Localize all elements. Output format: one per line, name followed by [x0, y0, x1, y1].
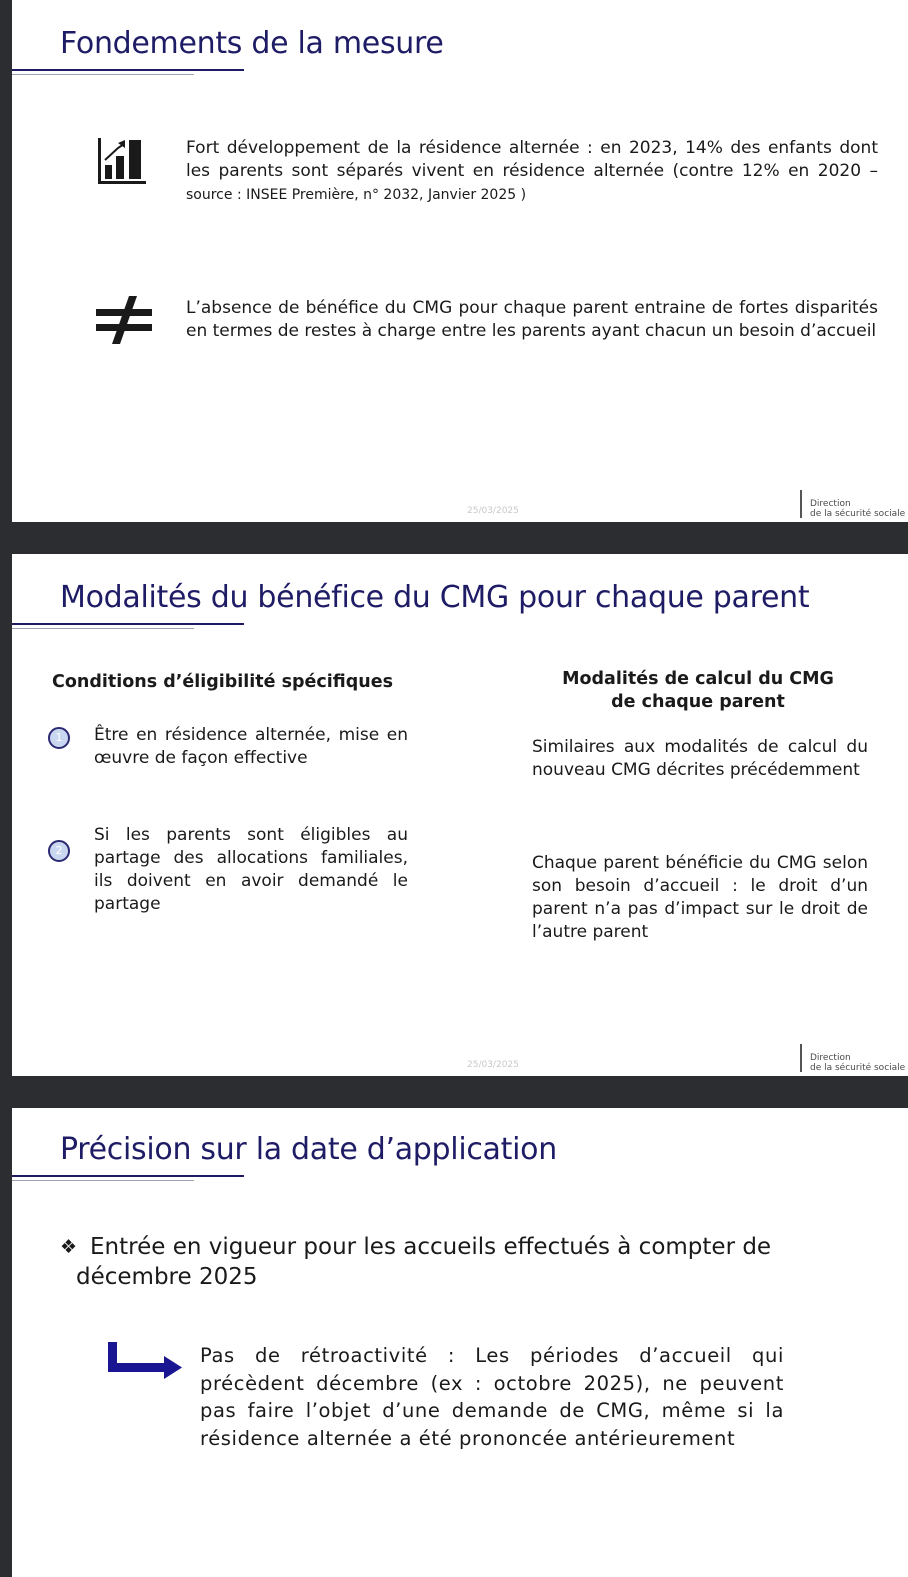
no-retroactivity-note: Pas de rétroactivité : Les périodes d’accueil qui précèdent décembre (ex : octobre 2025), ne peuvent pas faire l’objet d’une demande de CMG, même si la résidence alternée a été prononcée antérieurement — [200, 1344, 784, 1450]
org-line-2: de la sécurité sociale — [810, 509, 906, 519]
right-column-heading: Modalités de calcul du CMG de chaque parent — [562, 669, 834, 712]
fact-residence-alternee — [186, 137, 878, 207]
fact-text: Fort développement de la résidence alternée : en 2023, 14% des enfants dont les parents sont séparés vivent en résidence alternée (contre 12% en 2020 – — [186, 138, 878, 181]
condition-number-badge: 1 — [48, 727, 70, 749]
left-column-heading: Conditions d’éligibilité spécifiques — [52, 672, 394, 692]
slide-date-application — [12, 1108, 908, 1577]
condition-number-badge: 2 — [48, 840, 70, 862]
slide-title: Modalités du bénéfice du CMG pour chaque parent — [60, 580, 810, 615]
title-underline-thin — [12, 628, 194, 629]
slide-fondements — [12, 0, 908, 522]
slide-title: Précision sur la date d’application — [60, 1132, 557, 1167]
title-underline-thin — [12, 74, 194, 75]
title-underline — [12, 69, 244, 71]
not-equal-icon — [96, 296, 152, 344]
slide-date: 25/03/2025 — [467, 506, 519, 516]
title-underline-thin — [12, 1180, 194, 1181]
condition-item — [94, 724, 408, 770]
condition-text: Être en résidence alternée, mise en œuvre de façon effective — [94, 725, 408, 768]
footer-divider — [800, 1044, 802, 1072]
bullet-entree-en-vigueur — [76, 1232, 876, 1292]
bullet-text: Entrée en vigueur pour les accueils effectués à compter de décembre 2025 — [76, 1234, 772, 1290]
fact-disparites: L’absence de bénéfice du CMG pour chaque parent entraine de fortes disparités en termes de restes à charge entre les parents ayant chacun un besoin d’accueil — [186, 298, 878, 341]
org-name — [810, 1053, 905, 1073]
bar-chart-icon — [98, 138, 146, 184]
diamond-bullet-icon: ❖ — [60, 1236, 78, 1258]
calc-item: Similaires aux modalités de calcul du nouveau CMG décrites précédemment — [532, 737, 868, 780]
condition-text: Si les parents sont éligibles au partage des allocations familiales, ils doivent en avoir demandé le partage — [94, 825, 408, 914]
condition-item — [94, 824, 408, 916]
org-line-1: Direction — [810, 499, 851, 509]
slide-modalites — [12, 554, 908, 1076]
arrow-right-icon — [108, 1342, 188, 1382]
footer-divider — [800, 490, 802, 518]
calc-item: Chaque parent bénéficie du CMG selon son besoin d’accueil : le droit d’un parent n’a pas d’impact sur le droit de l’autre parent — [532, 853, 868, 942]
slide-date: 25/03/2025 — [467, 1060, 519, 1070]
fact-source: source : INSEE Première, n° 2032, Janvier 2025 ) — [186, 187, 527, 203]
title-underline — [12, 1175, 244, 1177]
title-underline — [12, 623, 244, 625]
org-line-1: Direction — [810, 1053, 851, 1063]
org-line-2: de la sécurité sociale — [810, 1063, 906, 1073]
org-name — [810, 499, 905, 519]
slide-title: Fondements de la mesure — [60, 26, 444, 61]
